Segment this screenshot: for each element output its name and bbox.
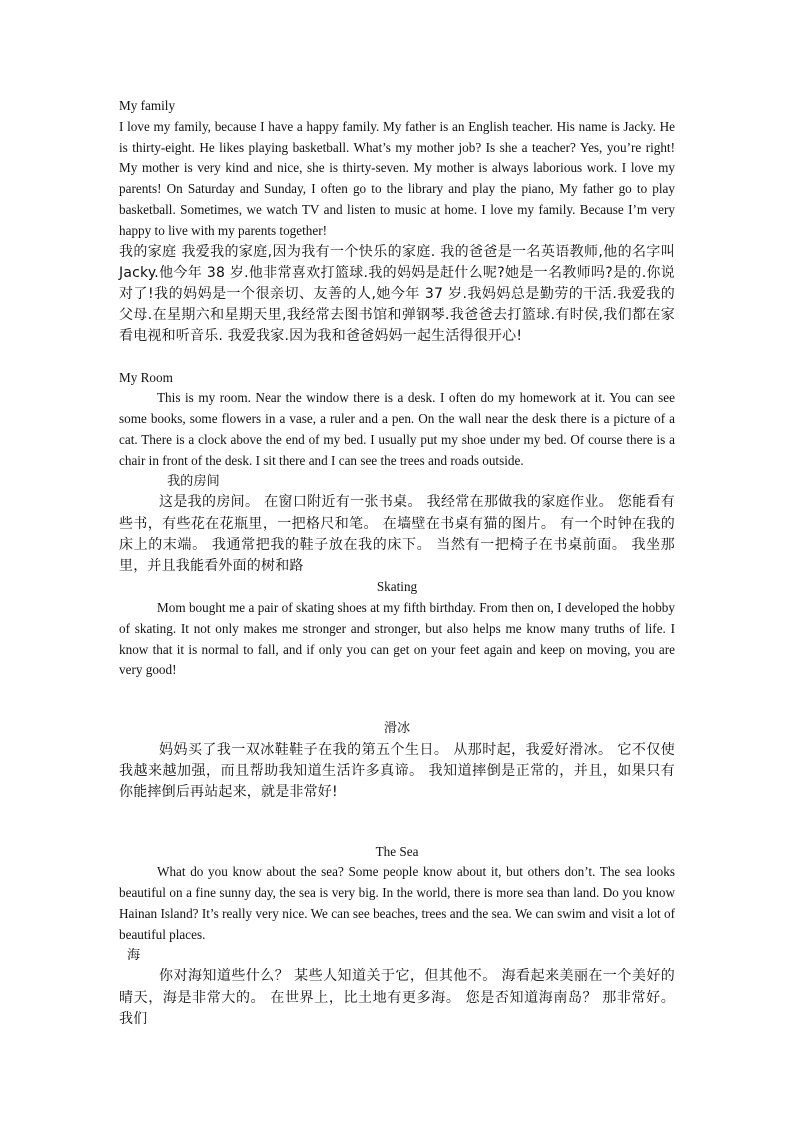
room-title: My Room bbox=[119, 369, 173, 385]
spacer bbox=[119, 681, 675, 719]
skating-chinese-paragraph: 妈妈买了我一双冰鞋鞋子在我的第五个生日。 从那时起，我爱好滑冰。 它不仅使我越来越加强，而且帮助我知道生活许多真谛。 我知道摔倒是正常的，并且，如果只有你能摔倒后再站起来，就是非常好! bbox=[119, 741, 675, 801]
family-chinese-paragraph: 我的家庭 我爱我的家庭,因为我有一个快乐的家庭. 我的爸爸是一名英语教师,他的名字叫Jacky.他今年 38 岁.他非常喜欢打篮球.我的妈妈是赶什么呢?她是一名教师吗?是的.你说对了!我的妈妈是一个很亲切、友善的人,她今年 37 岁.我妈妈总是勤劳的干活.我爱我的父母.在星期六和星期天里,我经常去图书馆和弹钢琴.我爸爸去打篮球.有时侯,我们都在家看电视和听音乐. 我爱我家.因为我和爸爸妈妈一起生活得很开心! bbox=[119, 243, 675, 345]
room-chinese-paragraph: 这是我的房间。 在窗口附近有一张书桌。 我经常在那做我的家庭作业。 您能看有些书，有些花在花瓶里，一把格尺和笔。 在墙壁在书桌有猫的图片。 有一个时钟在我的床上的末端。 我通常把我的鞋子放在我的床下。 当然有一把椅子在书桌前面。 我坐那里，并且我能看外面的树和路 bbox=[119, 494, 675, 574]
skating-chinese-title: 滑冰 bbox=[383, 721, 411, 737]
spacer bbox=[119, 348, 675, 368]
document-page bbox=[119, 96, 675, 1030]
sea-english-paragraph: What do you know about the sea? Some people know about it, but others don’t. The sea looks beautiful on a fine sunny day, the sea is very big. In the world, there is more sea than land. Do you know Hainan Island? It’s really very nice. We can see beaches, trees and the sea. We can swim and visit a lot of beautiful places. bbox=[119, 864, 675, 942]
skating-title: Skating bbox=[376, 579, 418, 595]
spacer bbox=[119, 804, 675, 842]
family-english-paragraph: I love my family, because I have a happy family. My father is an English teacher. His name is Jacky. He is thirty-eight. He likes playing basketball. What’s my mother job? Is she a teacher? Yes, you’re right! My mother is very kind and nice, she is thirty-seven. My mother is always laborious work. I love my parents! On Saturday and Sunday, I often go to the library and play the piano, My father go to play basketball. Sometimes, we watch TV and listen to music at home. I love my family. Because I’m very happy to live with my parents together! bbox=[119, 118, 675, 238]
family-title: My family bbox=[119, 98, 176, 113]
sea-title: The Sea bbox=[375, 843, 419, 859]
room-chinese-title: 我的房间 bbox=[167, 473, 220, 489]
sea-chinese-title: 海 bbox=[127, 947, 141, 963]
skating-english-paragraph: Mom bought me a pair of skating shoes at my fifth birthday. From then on, I developed the hobby of skating. It not only makes me stronger and stronger, but also helps me know many truths of life. I know that it is normal to fall, and if only you can get on your feet again and keep on moving, you are very good! bbox=[119, 599, 675, 678]
room-english-paragraph: This is my room. Near the window there is a desk. I often do my homework at it. You can see some books, some flowers in a vase, a ruler and a pen. On the wall near the desk there is a picture of a cat. There is a clock above the end of my bed. I usually put my shoe under my bed. Of course there is a chair in front of the desk. I sit there and I can see the trees and roads outside. bbox=[119, 390, 675, 468]
sea-chinese-paragraph: 你对海知道些什么？ 某些人知道关于它，但其他不。 海看起来美丽在一个美好的晴天，海是非常大的。 在世界上，比土地有更多海。 您是否知道海南岛？ 那非常好。 我们 bbox=[119, 968, 675, 1027]
